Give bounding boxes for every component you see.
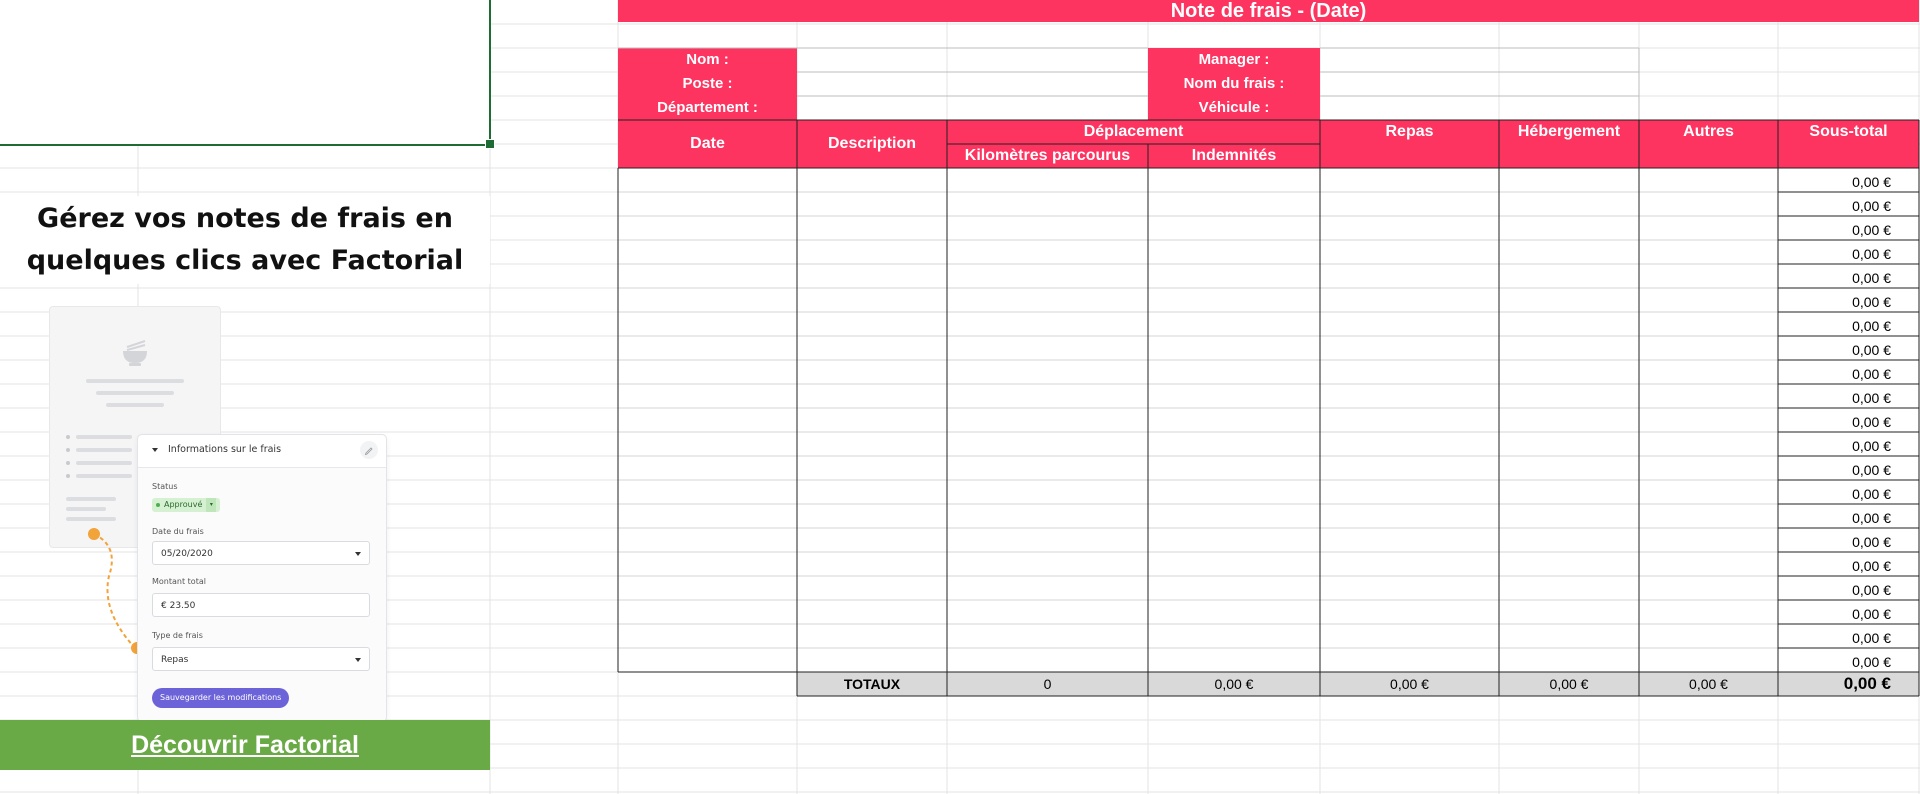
amount-input[interactable]: € 23.50 — [152, 593, 370, 617]
date-select[interactable]: 05/20/2020 — [152, 541, 370, 565]
label-vehicule: Véhicule : — [1198, 99, 1270, 116]
panel-title: Informations sur le frais — [168, 444, 282, 455]
amount-label: Montant total — [152, 577, 206, 586]
subtotal-cell[interactable]: 0,00 € — [1852, 414, 1891, 430]
save-button[interactable]: Sauvegarder les modifications — [152, 688, 289, 708]
type-select[interactable]: Repas — [152, 647, 370, 671]
chevron-down-icon — [355, 658, 361, 662]
subtotal-cell[interactable]: 0,00 € — [1852, 318, 1891, 334]
subtotal-cell[interactable]: 0,00 € — [1852, 294, 1891, 310]
subtotal-cell[interactable]: 0,00 € — [1852, 630, 1891, 646]
info-left-labels — [618, 48, 797, 120]
info-right-labels — [1148, 48, 1320, 120]
grand-total[interactable]: 0,00 € — [1778, 672, 1919, 696]
chevron-down-icon — [355, 552, 361, 556]
subtotal-cell[interactable]: 0,00 € — [1852, 246, 1891, 262]
subtotal-cell[interactable]: 0,00 € — [1852, 390, 1891, 406]
subtotal-cell[interactable]: 0,00 € — [1852, 438, 1891, 454]
edit-pencil-icon[interactable] — [360, 441, 378, 459]
discover-factorial-link[interactable]: Découvrir Factorial — [0, 720, 490, 770]
factorial-app-mockup — [49, 306, 385, 716]
subtotal-cell[interactable]: 0,00 € — [1852, 486, 1891, 502]
selected-cell-range[interactable] — [0, 0, 491, 146]
header-date: Date — [618, 120, 797, 168]
header-repas: Repas — [1320, 120, 1499, 168]
header-hebergement: Hébergement — [1499, 120, 1639, 168]
subtotal-cell[interactable]: 0,00 € — [1852, 582, 1891, 598]
date-label: Date du frais — [152, 527, 204, 536]
subtotal-cell[interactable]: 0,00 € — [1852, 558, 1891, 574]
promo-headline: Gérez vos notes de frais en quelques clics avec Factorial — [0, 196, 490, 284]
label-nom-du-frais: Nom du frais : — [1183, 75, 1285, 92]
header-deplacement: Déplacement — [947, 120, 1320, 144]
fill-handle[interactable] — [485, 139, 495, 149]
total-hebergement[interactable]: 0,00 € — [1499, 672, 1639, 696]
label-poste: Poste : — [682, 75, 733, 92]
total-km[interactable]: 0 — [947, 672, 1148, 696]
subtotal-cell[interactable]: 0,00 € — [1852, 270, 1891, 286]
total-autres[interactable]: 0,00 € — [1639, 672, 1778, 696]
subtotal-cell[interactable]: 0,00 € — [1852, 366, 1891, 382]
label-nom: Nom : — [686, 51, 729, 68]
label-departement: Département : — [657, 99, 758, 116]
subtotal-cell[interactable]: 0,00 € — [1852, 198, 1891, 214]
label-manager: Manager : — [1198, 51, 1270, 68]
header-km: Kilomètres parcourus — [947, 144, 1148, 168]
header-sous-total: Sous-total — [1778, 120, 1919, 168]
collapse-caret-icon[interactable] — [152, 448, 158, 452]
totals-label: TOTAUX — [797, 672, 947, 696]
expense-info-panel — [137, 434, 387, 722]
sheet-title: Note de frais - (Date) — [618, 0, 1919, 22]
status-badge[interactable]: Approuvé ▾ — [152, 498, 220, 512]
subtotal-cell[interactable]: 0,00 € — [1852, 342, 1891, 358]
total-repas[interactable]: 0,00 € — [1320, 672, 1499, 696]
status-label: Status — [152, 482, 178, 491]
panel-header[interactable] — [138, 435, 386, 468]
subtotal-cell[interactable]: 0,00 € — [1852, 174, 1891, 190]
subtotal-cell[interactable]: 0,00 € — [1852, 462, 1891, 478]
total-indemnites[interactable]: 0,00 € — [1148, 672, 1320, 696]
subtotal-cell[interactable]: 0,00 € — [1852, 510, 1891, 526]
header-indemnites: Indemnités — [1148, 144, 1320, 168]
subtotal-cell[interactable]: 0,00 € — [1852, 654, 1891, 670]
type-label: Type de frais — [152, 631, 203, 640]
subtotal-cell[interactable]: 0,00 € — [1852, 222, 1891, 238]
subtotal-cell[interactable]: 0,00 € — [1852, 534, 1891, 550]
subtotal-cell[interactable]: 0,00 € — [1852, 606, 1891, 622]
header-description: Description — [797, 120, 947, 168]
header-autres: Autres — [1639, 120, 1778, 168]
